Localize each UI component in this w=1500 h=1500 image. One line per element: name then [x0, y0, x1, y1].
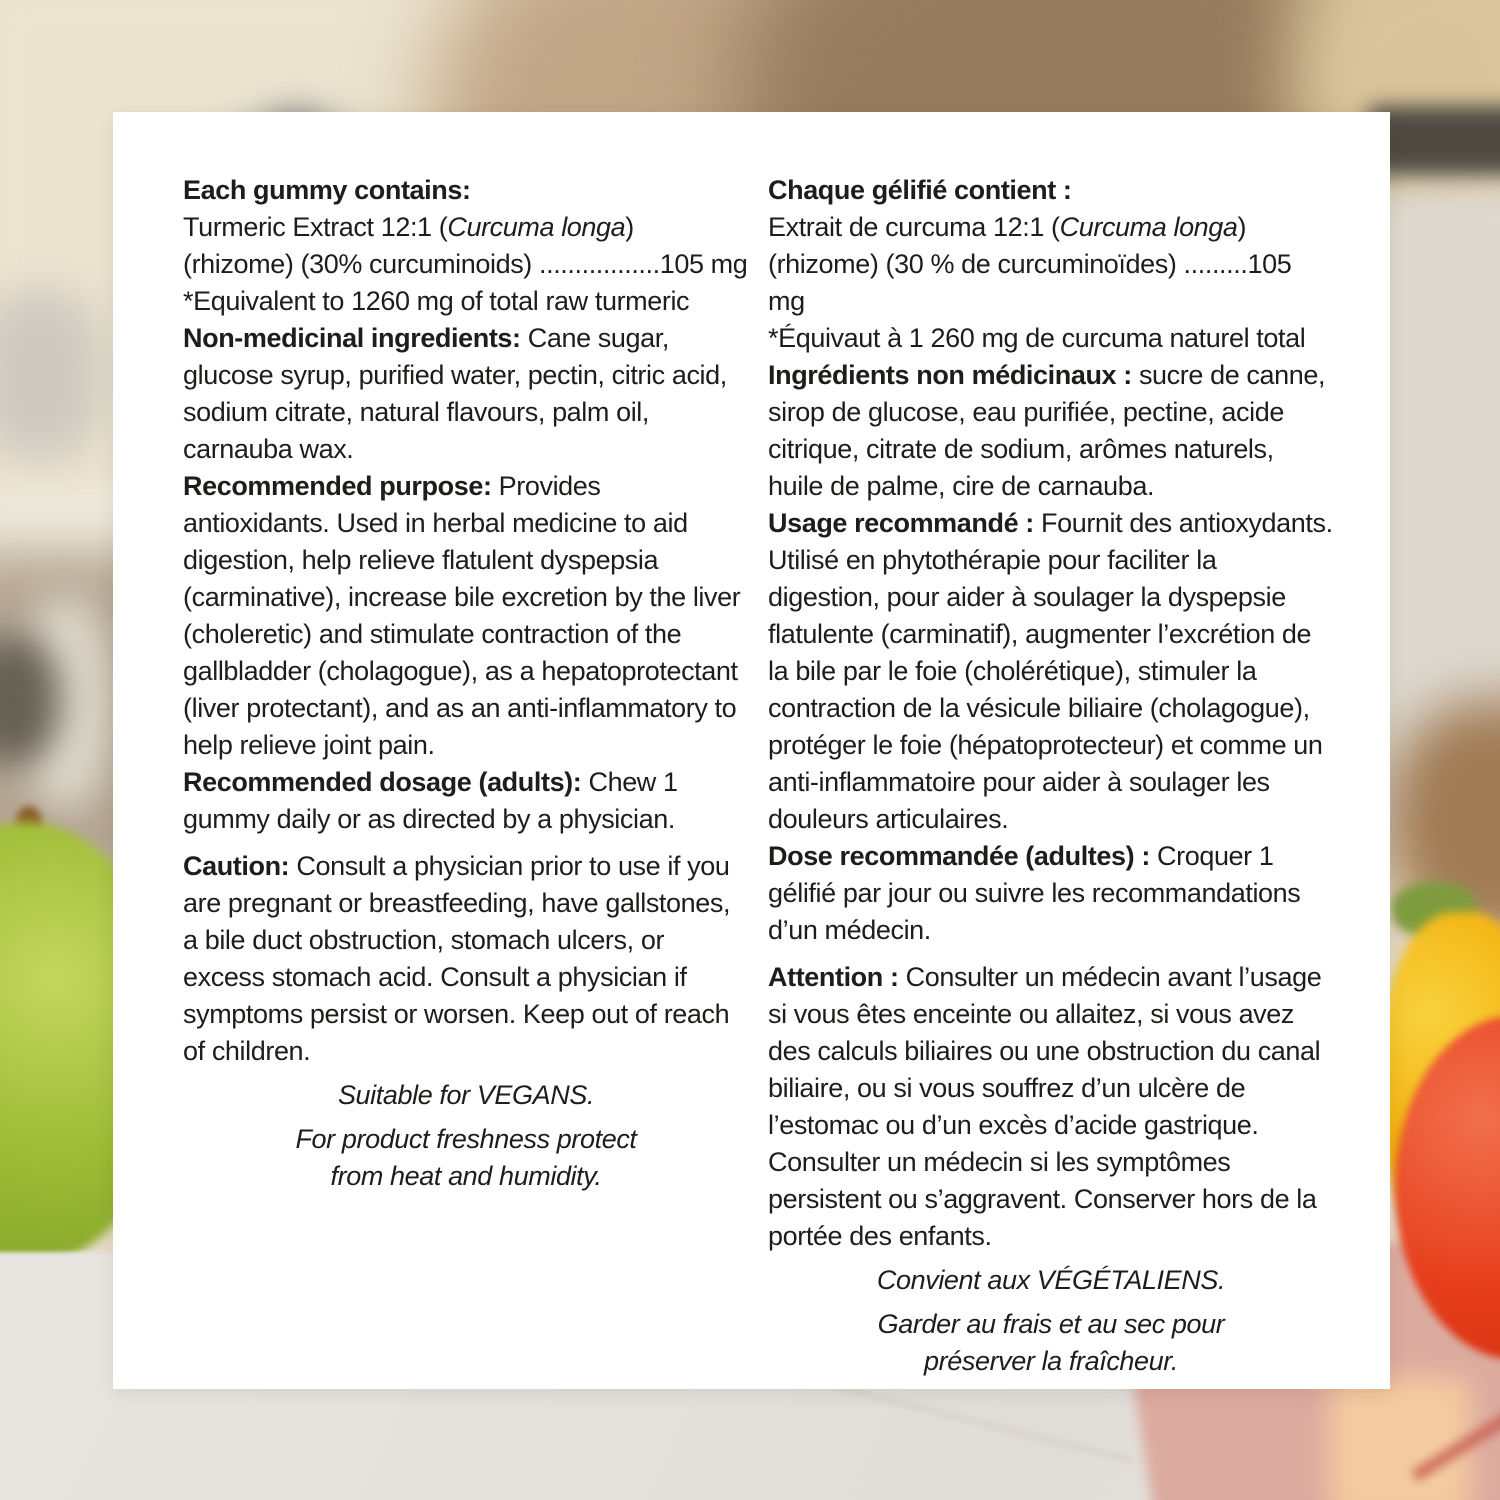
fr-purpose-text: Fournit des antioxydants. Utilisé en phytothérapie pour faciliter la digestion, pour aider à soulager la dyspepsie flatulente (carminatif), augmenter l’excrétion de la bile par le foie (cholérétique), stimuler la contraction de la vésicule biliaire (cholagogue), protéger le foie (hépatoprotecteur) et comme un anti-inflammatoire pour aider à soulager les douleurs articulaires.: [768, 508, 1333, 834]
pepper-reflection: [1330, 1378, 1470, 1500]
label-english-column: [183, 172, 749, 1195]
fr-nonmedicinal-label: Ingrédients non médicinaux :: [768, 360, 1132, 390]
en-nonmedicinal-paragraph: [183, 320, 749, 468]
fr-caution-label: Attention :: [768, 962, 899, 992]
fr-dosage-label: Dose recommandée (adultes) :: [768, 841, 1150, 871]
en-ingredient-pre: Turmeric Extract 12:1 (: [183, 212, 448, 242]
en-caution-paragraph: [183, 848, 749, 1070]
en-freshness-line-2: from heat and humidity.: [330, 1161, 602, 1191]
fr-nonmedicinal-text: sucre de canne, sirop de glucose, eau purifiée, pectine, acide citrique, citrate de sodium, arômes naturels, huile de palme, cire de carnauba.: [768, 360, 1326, 501]
fr-equivalent-line: *Équivaut à 1 260 mg de curcuma naturel total: [768, 323, 1306, 353]
fr-ingredient-post: ): [1237, 212, 1247, 242]
fr-ingredient-pre: Extrait de curcuma 12:1 (: [768, 212, 1060, 242]
en-purpose-paragraph: [183, 468, 749, 764]
fr-purpose-label: Usage recommandé :: [768, 508, 1034, 538]
fr-freshness-line-2: préserver la fraîcheur.: [924, 1346, 1178, 1376]
en-nonmedicinal-label: Non-medicinal ingredients:: [183, 323, 521, 353]
en-ingredient-post: ): [625, 212, 634, 242]
label-card: [113, 112, 1390, 1389]
fr-dosage-text: Croquer 1 gélifié par jour ou suivre les recommandations d’un médecin.: [768, 841, 1301, 945]
en-heading: Each gummy contains:: [183, 175, 471, 205]
fr-caution-text: Consulter un médecin avant l’usage si vous êtes enceinte ou allaitez, si vous avez des calculs biliaires ou une obstruction du canal biliaire, ou si vous souffrez d’un ulcère de l’estomac ou d’un excès d’acide gastrique. Consulter un médecin si les symptômes persistent ou s’aggravent. Conserver hors de la portée des enfants.: [768, 962, 1322, 1251]
fr-heading: Chaque gélifié contient :: [768, 175, 1072, 205]
en-purpose-label: Recommended purpose:: [183, 471, 492, 501]
fr-medicinal-ingredient-line: [768, 209, 1334, 246]
en-nonmedicinal-text: Cane sugar, glucose syrup, purified water, pectin, citric acid, sodium citrate, natural flavours, palm oil, carnauba wax.: [183, 323, 727, 464]
en-dosage-paragraph: [183, 764, 749, 838]
en-medicinal-ingredient-line: [183, 209, 749, 246]
en-freshness-note: [183, 1121, 749, 1195]
en-purpose-text: Provides antioxidants. Used in herbal medicine to aid digestion, help relieve flatulent dyspepsia (carminative), increase bile excretion by the liver (choleretic) and stimulate contraction of the gallbladder (cholagogue), as a hepatoprotectant (liver protectant), and as an anti-inflammatory to help relieve joint pain.: [183, 471, 741, 760]
jar-blur: [0, 290, 105, 460]
fr-caution-paragraph: [768, 959, 1334, 1255]
en-freshness-line-1: For product freshness protect: [295, 1124, 637, 1154]
en-ingredient-species: Curcuma longa: [447, 212, 626, 242]
fr-ingredient-species: Curcuma longa: [1059, 212, 1238, 242]
fr-purpose-paragraph: [768, 505, 1334, 838]
en-dosage-label: Recommended dosage (adults):: [183, 767, 582, 797]
fr-amount-line: (rhizome) (30 % de curcuminoïdes) .........105 mg: [768, 249, 1292, 316]
en-caution-text: Consult a physician prior to use if you are pregnant or breastfeeding, have gallstones, a bile duct obstruction, stomach ulcers, or excess stomach acid. Consult a physician if symptoms persist or worsen. Keep out of reach of children.: [183, 851, 731, 1066]
fr-vegan-note: Convient aux VÉGÉTALIENS.: [876, 1265, 1226, 1295]
fr-freshness-note: [768, 1306, 1334, 1380]
en-equivalent-line: *Equivalent to 1260 mg of total raw turmeric: [183, 286, 690, 316]
en-amount-line: (rhizome) (30% curcuminoids) .................105 mg: [183, 249, 748, 279]
en-vegan-note: Suitable for VEGANS.: [337, 1080, 595, 1110]
fr-dosage-paragraph: [768, 838, 1334, 949]
fr-freshness-line-1: Garder au frais et au sec pour: [877, 1309, 1225, 1339]
label-french-column: [768, 172, 1334, 1380]
fr-nonmedicinal-paragraph: [768, 357, 1334, 505]
en-dosage-text: Chew 1 gummy daily or as directed by a physician.: [183, 767, 678, 834]
en-caution-label: Caution:: [183, 851, 290, 881]
